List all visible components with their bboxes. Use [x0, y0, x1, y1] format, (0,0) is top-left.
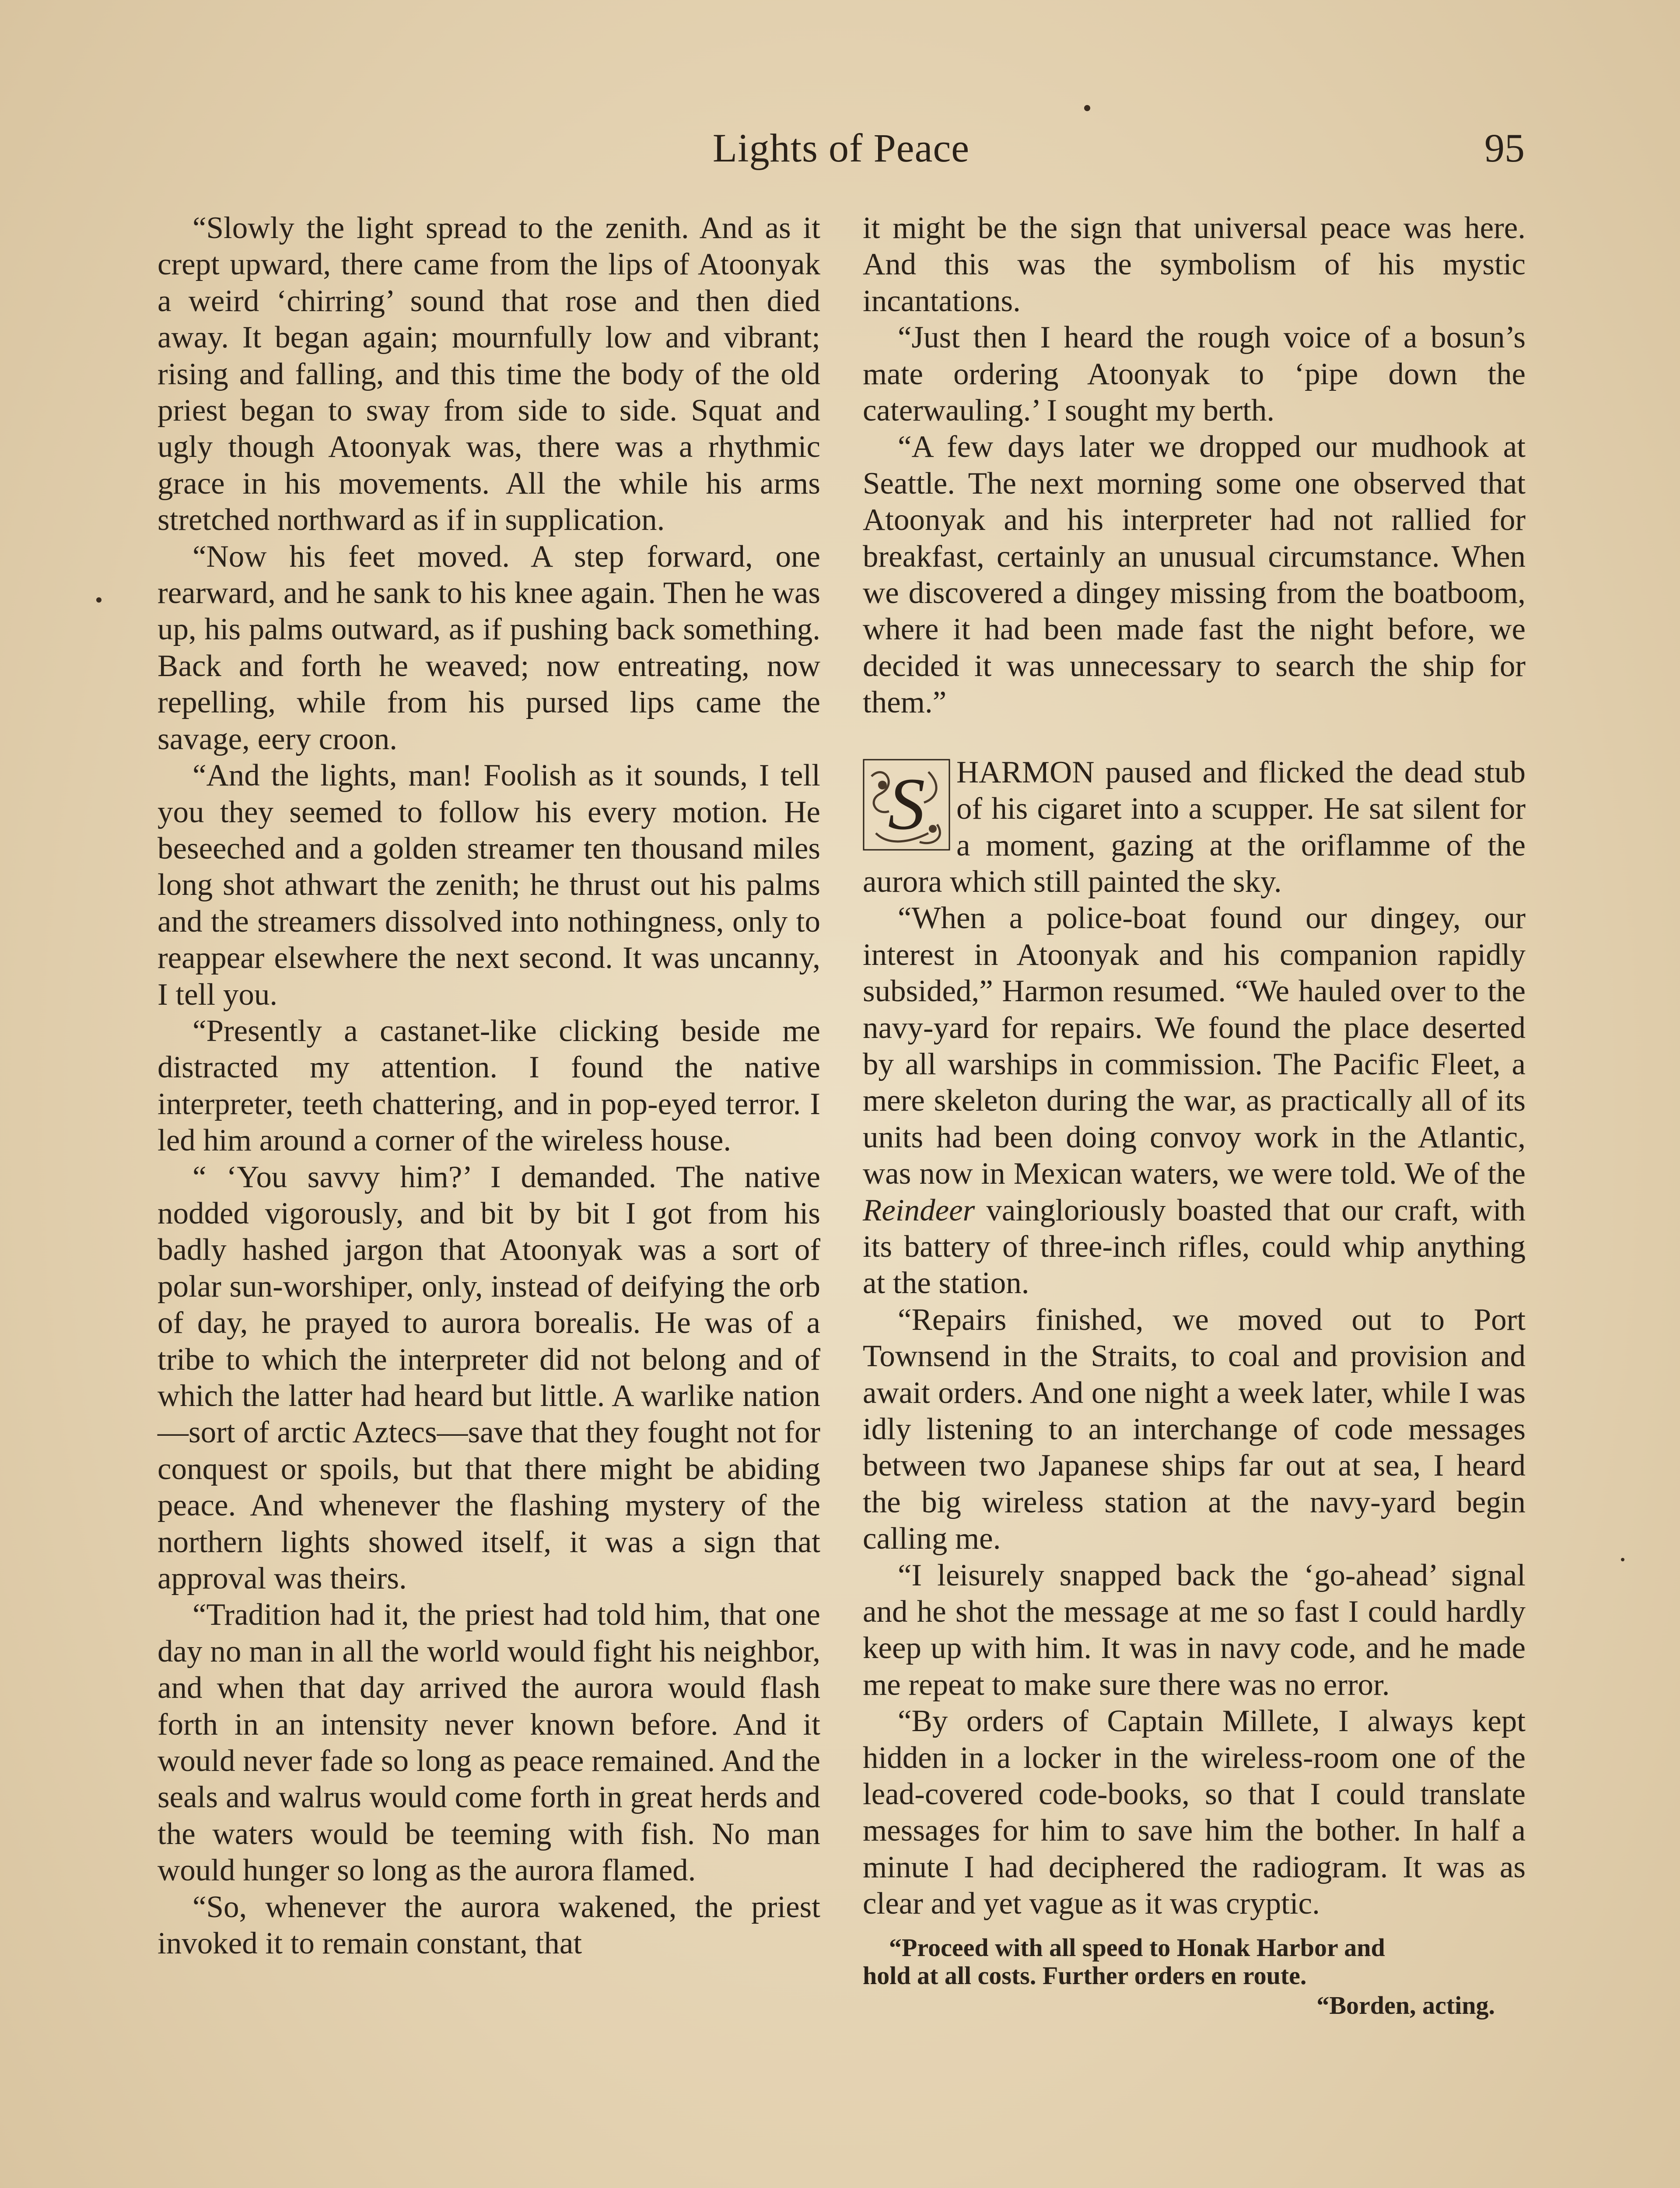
- paragraph: “Presently a castanet-like clicking beside me distracted my attention. I found the native interpreter, teeth chattering, and in pop-eyed terror. I led him around a corner of the wireless house.: [158, 1013, 820, 1158]
- paragraph: “ ‘You savvy him?’ I demanded. The native nodded vigorously, and bit by bit I got from his badly hashed jargon that Atoonyak was a sort of polar sun-worshiper, only, instead of deifying the orb of day, he prayed to aurora borealis. He was of a tribe to which the interpreter did not belong and of which the latter had heard but little. A warlike nation—sort of arctic Aztecs—save that they fought not for conquest or spoils, but that there might be abiding peace. And whenever the flashing mystery of the northern lights showed itself, it was a sign that approval was theirs.: [158, 1160, 820, 1596]
- paragraph: “I leisurely snapped back the ‘go-ahead’ signal and he shot the message at me so fast I could hardly keep up with him. It was in navy code, and he made me repeat to make sure there was no error.: [863, 1558, 1526, 1702]
- dropcap-ornament-icon: [863, 759, 950, 851]
- radiogram-signature: “Borden, acting.: [1316, 1991, 1495, 2020]
- paragraph: “So, whenever the aurora wakened, the priest invoked it to remain constant, that: [158, 1890, 820, 1961]
- paragraph: “And the lights, man! Foolish as it sounds, I tell you they seemed to follow his every motion. He beseeched and a golden streamer ten thousand miles long shot athwart the zenith; he thrust out his palms and the streamers dissolved into nothingness, only to reappear elsewhere the next second. It was uncanny, I tell you.: [158, 758, 820, 1012]
- paragraph-text: vaingloriously boasted that our craft, with its battery of three-inch rifles, could whip anything at the station.: [863, 1193, 1526, 1301]
- section-opening-paragraph: [863, 754, 1526, 901]
- paper-speck: [1084, 105, 1090, 111]
- paragraph: [863, 900, 1526, 1301]
- paragraph-continuation: it might be the sign that universal peace was here. And this was the symbolism of his mystic incantations.: [863, 211, 1526, 318]
- paragraph: “Slowly the light spread to the zenith. And as it crept upward, there came from the lips of Atoonyak a weird ‘chirring’ sound that rose and then died away. It began again; mournfully low and vibrant; rising and falling, and this time the body of the old priest began to sway from side to side. Squat and ugly though Atoonyak was, there was a rhythmic grace in his movements. All the while his arms stretched northward as if in supplication.: [158, 211, 820, 537]
- ornamental-dropcap-s: [863, 759, 950, 851]
- section-lead-text: paused and flicked the dead stub of his cigaret into a scupper. He sat silent for a moment, gazing at the oriflamme of the aurora which still painted the sky.: [863, 755, 1526, 899]
- ship-name: Reindeer: [863, 1193, 975, 1227]
- running-title: Lights of Peace: [712, 126, 970, 170]
- section-lead-caps: HARMON: [956, 755, 1095, 789]
- paragraph: “Repairs finished, we moved out to Port Townsend in the Straits, to coal and provision and await orders. And one night a week later, while I was idly listening to an interchange of code messages between two Japanese ships far out at sea, I heard the big wireless station at the navy-yard begin calling me.: [863, 1302, 1526, 1556]
- paragraph: “Tradition had it, the priest had told him, that one day no man in all the world would fight his neighbor, and when that day arrived the aurora would flash forth in an intensity never known before. And it would never fade so long as peace remained. And the seals and walrus would come forth in great herds and the waters would be teeming with fish. No man would hunger so long as the aurora flamed.: [158, 1598, 820, 1888]
- radiogram-line: “Proceed with all speed to Honak Harbor and: [889, 1933, 1385, 1962]
- radiogram-line: hold at all costs. Further orders en route.: [863, 1961, 1307, 1990]
- dropcap-letter: S: [888, 762, 925, 845]
- paper-speck: [1621, 1558, 1624, 1561]
- paper-speck: [96, 597, 102, 603]
- paragraph-text: “When a police-boat found our dingey, our interest in Atoonyak and his companion rapidly subsided,” Harmon resumed. “We hauled over to the navy-yard for repairs. We found the place deserted by all warships in commission. The Pacific Fleet, a mere skeleton during the war, as practically all of its units had been doing convoy work in the Atlantic, was now in Mexican waters, we were told. We of the: [863, 901, 1526, 1191]
- left-column: [158, 210, 820, 1962]
- right-column: [863, 210, 1526, 2020]
- paragraph: “Just then I heard the rough voice of a bosun’s mate ordering Atoonyak to ‘pipe down the caterwauling.’ I sought my berth.: [863, 320, 1526, 428]
- radiogram-quote: [863, 1934, 1526, 2020]
- paragraph: “By orders of Captain Millete, I always kept hidden in a locker in the wireless-room one of the lead-covered code-books, so that I could translate messages for him to save him the bother. In half a minute I had deciphered the radiogram. It was as clear and yet vague as it was cryptic.: [863, 1704, 1526, 1921]
- page-header: [158, 125, 1525, 182]
- page-number: 95: [1484, 126, 1525, 170]
- paragraph: “A few days later we dropped our mudhook at Seattle. The next morning some one observed that Atoonyak and his interpreter had not rallied for breakfast, certainly an unusual circumstance. When we discovered a dingey missing from the boatboom, where it had been made fast the night before, we decided it was unnecessary to search the ship for them.”: [863, 430, 1526, 720]
- paragraph: “Now his feet moved. A step forward, one rearward, and he sank to his knee again. Then he was up, his palms outward, as if pushing back something. Back and forth he weaved; now entreating, now repelling, while from his pursed lips came the savage, eery croon.: [158, 539, 820, 756]
